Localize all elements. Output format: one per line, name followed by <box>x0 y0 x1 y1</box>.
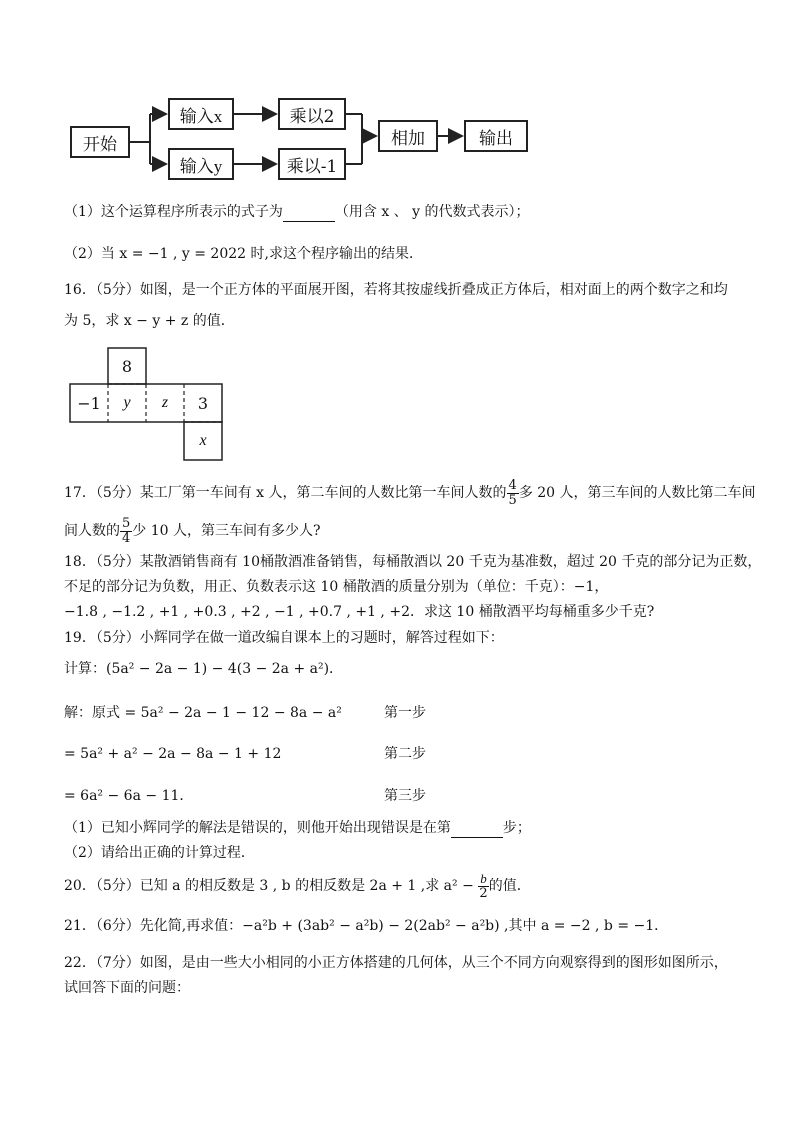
q19-step3: = 6a² − 6a − 11． <box>64 788 194 804</box>
q19-calc: 计算：(5a² − 2a − 1) − 4(3 − 2a + a²)． <box>64 661 344 677</box>
net-face-bottom: x <box>199 432 207 449</box>
q17-line1-a: 17．（5分）某工厂第一车间有 x 人，第二车间的人数比第一车间人数的 <box>64 485 507 501</box>
q17-frac1-den: 5 <box>508 492 517 508</box>
q20-fraction-b-2 <box>478 872 489 901</box>
q19-part1-suffix: 步； <box>502 820 531 836</box>
flow-multiply-2-box: 乘以2 <box>278 98 346 130</box>
q19-line1: 19．（5分）小辉同学在做一道改编自课本上的习题时，解答过程如下： <box>64 630 504 646</box>
q17-line1 <box>64 478 756 508</box>
q15-answer-blank <box>283 207 335 222</box>
q15-part1-prefix: （1）这个运算程序所表示的式子为 <box>64 204 283 220</box>
q17-fraction-4-5 <box>507 479 519 508</box>
flow-multiply-neg1-box: 乘以-1 <box>278 148 346 180</box>
q19-step1: 解：原式 = 5a² − 2a − 1 − 12 − 8a − a² <box>64 705 342 721</box>
net-face-z: z <box>161 394 169 411</box>
q17-fraction-5-4 <box>120 517 132 546</box>
q17-line2 <box>64 516 321 546</box>
q17-line1-b: 多 20 人，第三车间的人数比第二车间 <box>518 485 756 501</box>
q20-text-a: 20．（5分）已知 a 的相反数是 3 , b 的相反数是 2a + 1 ,求 a² − <box>64 878 474 894</box>
q15-part1-suffix: （用含 x 、 y 的代数式表示）； <box>334 204 530 220</box>
q16-line2: 为 5，求 x − y + z 的值． <box>64 313 235 329</box>
q18-line3: −1.8 , −1.2 , +1 , +0.3 , +2 , −1 , +0.7 , +1 , +2．求这 10 桶散酒平均每桶重多少千克? <box>64 604 655 620</box>
q19-part1 <box>64 818 531 838</box>
flow-add-box: 相加 <box>378 120 438 152</box>
q19-part2: （2）请给出正确的计算过程． <box>64 845 255 861</box>
q18-line2: 不足的部分记为负数，用正、负数表示这 10 桶散酒的质量分别为（单位：千克）：−1， <box>64 579 609 595</box>
flow-input-x-box: 输入x <box>168 98 234 130</box>
q17-frac2-den: 4 <box>122 530 131 546</box>
flowchart <box>64 92 534 184</box>
q21: 21．（6分）先化简,再求值：−a²b + (3ab² − a²b) − 2(2ab² − a²b) ,其中 a = −2 , b = −1． <box>64 918 669 934</box>
q20 <box>64 869 531 903</box>
q22-line1: 22．（7分）如图，是由一些大小相同的小正方体搭建的几何体，从三个不同方向观察得到的图形如图所示， <box>64 955 728 971</box>
q19-answer-blank <box>451 823 503 838</box>
q19-step3-label: 第三步 <box>384 788 426 804</box>
q19-step1-label: 第一步 <box>384 705 426 721</box>
q19-part1-prefix: （1）已知小辉同学的解法是错误的，则他开始出现错误是在第 <box>64 820 451 836</box>
cube-net <box>66 346 226 464</box>
q19-step2: = 5a² + a² − 2a − 8a − 1 + 12 <box>64 746 282 762</box>
q20-text-b: 的值． <box>488 878 531 894</box>
q17-frac2-num: 5 <box>122 515 131 531</box>
q17-line2-b: 少 10 人，第三车间有多少人? <box>132 523 321 539</box>
net-face-right: 3 <box>197 393 209 413</box>
q20-frac-den: 2 <box>479 885 488 901</box>
net-face-y: y <box>123 394 131 411</box>
q22-line2: 试回答下面的问题： <box>64 980 190 996</box>
q19-step2-label: 第二步 <box>384 746 426 762</box>
q20-frac-num: b <box>480 870 487 886</box>
q16-line1: 16．（5分）如图，是一个正方体的平面展开图，若将其按虚线折叠成正方体后，相对面上的两个数字之和均 <box>64 282 728 298</box>
flow-input-y-box: 输入y <box>168 148 234 180</box>
flow-start-box: 开始 <box>70 126 130 158</box>
flow-output-box: 输出 <box>464 120 528 152</box>
q15-part2: （2）当 x = −1 , y = 2022 时,求这个程序输出的结果． <box>64 246 423 262</box>
net-face-top: 8 <box>121 356 133 376</box>
q15-part1 <box>64 202 530 222</box>
net-face-left: −1 <box>77 393 101 413</box>
q17-frac1-num: 4 <box>508 477 517 493</box>
q18-line1: 18．（5分）某散酒销售商有 10桶散酒准备销售，每桶散酒以 20 千克为基准数，超过 20 千克的部分记为正数， <box>64 554 762 570</box>
q17-line2-a: 间人数的 <box>64 523 120 539</box>
